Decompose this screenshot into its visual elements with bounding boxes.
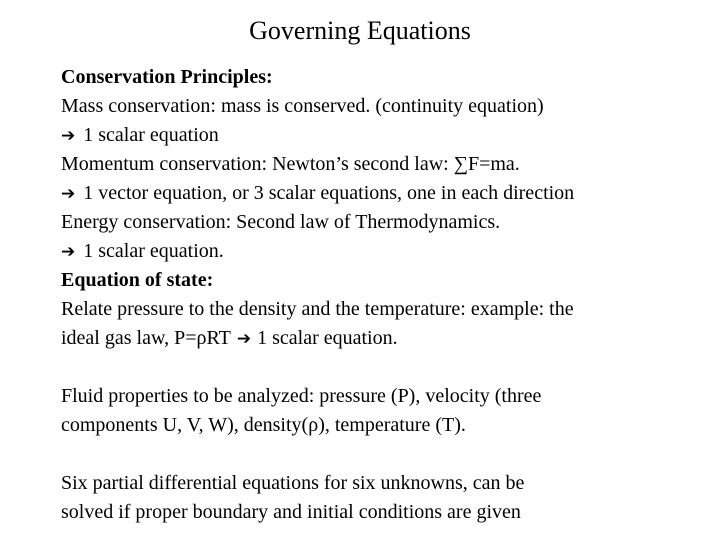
mass-result-line [61, 121, 711, 150]
equation-of-state-heading: Equation of state: [61, 269, 214, 291]
properties-line-1: Fluid properties to be analyzed: pressure (P), velocity (three [61, 385, 542, 407]
spacer [61, 353, 711, 382]
spacer [61, 440, 711, 469]
ideal-gas-law-text: ideal gas law, P=ρRT [61, 327, 231, 349]
energy-result-text: 1 scalar equation. [83, 240, 224, 262]
arrow-right-icon: ➔ [61, 126, 76, 146]
state-line-2 [61, 324, 711, 353]
energy-conservation-line: Energy conservation: Second law of Thermodynamics. [61, 211, 501, 233]
momentum-result-line [61, 179, 711, 208]
mass-conservation-line: Mass conservation: mass is conserved. (continuity equation) [61, 95, 544, 117]
slide-body [61, 63, 711, 527]
slide-title: Governing Equations [249, 16, 471, 45]
mass-result-text: 1 scalar equation [83, 124, 219, 146]
conclusion-line-1: Six partial differential equations for six unknowns, can be [61, 472, 525, 494]
arrow-right-icon: ➔ [61, 184, 76, 204]
momentum-result-text: 1 vector equation, or 3 scalar equations, one in each direction [83, 182, 575, 204]
arrow-right-icon: ➔ [61, 242, 76, 262]
conclusion-line-2: solved if proper boundary and initial conditions are given [61, 501, 521, 523]
properties-line-2: components U, V, W), density(ρ), temperature (T). [61, 414, 466, 436]
energy-result-line [61, 237, 711, 266]
conservation-heading: Conservation Principles: [61, 66, 273, 88]
momentum-conservation-line: Momentum conservation: Newton’s second law: ∑F=ma. [61, 153, 520, 175]
state-line-1: Relate pressure to the density and the temperature: example: the [61, 298, 574, 320]
ideal-gas-result-text: 1 scalar equation. [257, 327, 398, 349]
arrow-right-icon: ➔ [236, 329, 252, 349]
